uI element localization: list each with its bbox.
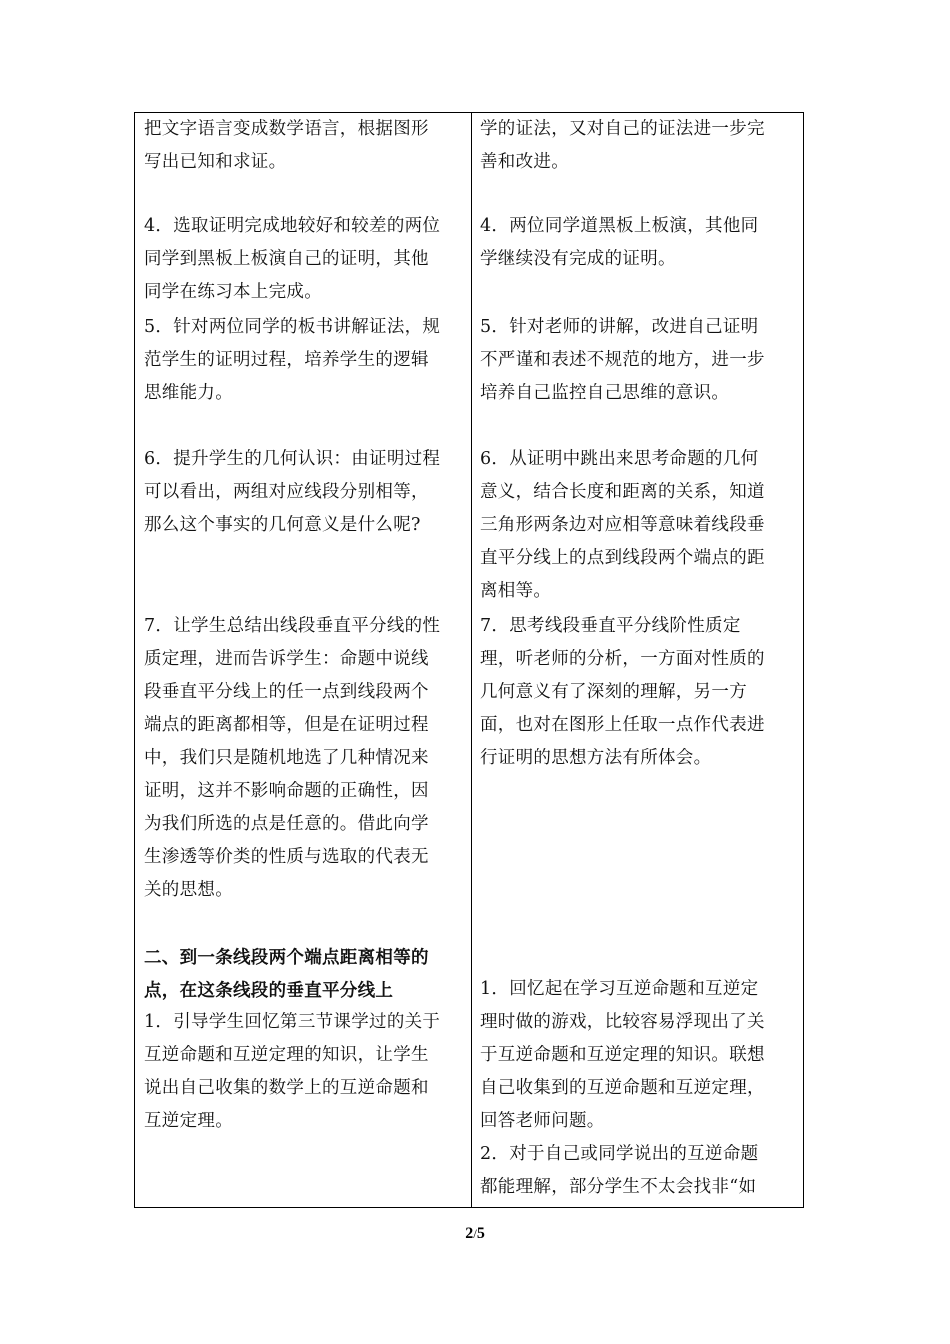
teacher-activity-cell: [144, 1006, 466, 1138]
student-activity-cell: [480, 610, 798, 775]
text-line: 二、到一条线段两个端点距离相等的: [144, 948, 429, 968]
lesson-plan-table: [134, 112, 804, 1208]
text-line: 5．针对老师的讲解，改进自己证明: [480, 317, 759, 337]
text-line: 1．回忆起在学习互逆命题和互逆定: [480, 979, 759, 999]
text-line: 生渗透等价类的性质与选取的代表无: [144, 847, 429, 867]
text-line: 4．选取证明完成地较好和较差的两位: [144, 216, 441, 236]
text-line: 离相等。: [480, 581, 552, 601]
text-line: 7．思考线段垂直平分线阶性质定: [480, 616, 741, 636]
text-line: 理，听老师的分析，一方面对性质的: [480, 649, 765, 669]
text-line: 不严谨和表述不规范的地方，进一步: [480, 350, 765, 370]
text-line: 互逆定理。: [144, 1111, 233, 1131]
text-line: 理时做的游戏，比较容易浮现出了关: [480, 1012, 765, 1032]
text-line: 点，在这条线段的垂直平分线上: [144, 981, 394, 1001]
text-line: 几何意义有了深刻的理解，另一方: [480, 682, 747, 702]
text-line: 中，我们只是随机地选了几种情况来: [144, 748, 429, 768]
text-line: 5．针对两位同学的板书讲解证法，规: [144, 317, 441, 337]
text-line: 写出已知和求证。: [144, 152, 287, 172]
text-line: 都能理解，部分学生不太会找非“如: [480, 1177, 757, 1197]
text-line: 思维能力。: [144, 383, 233, 403]
column-divider: [471, 113, 472, 1207]
student-activity-cell: [480, 1138, 798, 1204]
text-line: 学的证法，又对自己的证法进一步完: [480, 119, 765, 139]
student-activity-cell: [480, 973, 798, 1138]
text-line: 行证明的思想方法有所体会。: [480, 748, 712, 768]
text-line: 可以看出，两组对应线段分别相等，: [144, 482, 429, 502]
page-number: [0, 1225, 950, 1243]
text-line: 面，也对在图形上任取一点作代表进: [480, 715, 765, 735]
text-line: 把文字语言变成数学语言，根据图形: [144, 119, 429, 139]
text-line: 自己收集到的互逆命题和互逆定理，: [480, 1078, 765, 1098]
teacher-activity-cell: [144, 210, 466, 309]
text-line: 回答老师问题。: [480, 1111, 605, 1131]
page-separator: /: [473, 1226, 477, 1241]
text-line: 意义，结合长度和距离的关系，知道: [480, 482, 765, 502]
student-activity-cell: [480, 210, 798, 276]
text-line: 端点的距离都相等，但是在证明过程: [144, 715, 429, 735]
teacher-activity-cell: [144, 443, 466, 542]
student-activity-cell: [480, 311, 798, 410]
text-line: 证明，这并不影响命题的正确性，因: [144, 781, 429, 801]
teacher-activity-cell: [144, 113, 466, 179]
text-line: 6．提升学生的几何认识：由证明过程: [144, 449, 441, 469]
section-heading: [144, 942, 466, 1008]
teacher-activity-cell: [144, 311, 466, 410]
text-line: 培养自己监控自己思维的意识。: [480, 383, 730, 403]
text-line: 7．让学生总结出线段垂直平分线的性: [144, 616, 441, 636]
text-line: 直平分线上的点到线段两个端点的距: [480, 548, 765, 568]
text-line: 6．从证明中跳出来思考命题的几何: [480, 449, 759, 469]
student-activity-cell: [480, 113, 798, 179]
text-line: 为我们所选的点是任意的。借此向学: [144, 814, 429, 834]
text-line: 范学生的证明过程，培养学生的逻辑: [144, 350, 429, 370]
text-line: 2．对于自己或同学说出的互逆命题: [480, 1144, 759, 1164]
text-line: 同学到黑板上板演自己的证明，其他: [144, 249, 429, 269]
text-line: 说出自己收集的数学上的互逆命题和: [144, 1078, 429, 1098]
text-line: 善和改进。: [480, 152, 569, 172]
text-line: 质定理，进而告诉学生：命题中说线: [144, 649, 429, 669]
text-line: 学继续没有完成的证明。: [480, 249, 676, 269]
text-line: 段垂直平分线上的任一点到线段两个: [144, 682, 429, 702]
text-line: 三角形两条边对应相等意味着线段垂: [480, 515, 765, 535]
teacher-activity-cell: [144, 610, 466, 907]
text-line: 同学在练习本上完成。: [144, 282, 322, 302]
text-line: 互逆命题和互逆定理的知识，让学生: [144, 1045, 429, 1065]
total-pages: 5: [476, 1225, 485, 1242]
text-line: 关的思想。: [144, 880, 233, 900]
text-line: 4．两位同学道黑板上板演，其他同: [480, 216, 759, 236]
text-line: 1．引导学生回忆第三节课学过的关于: [144, 1012, 441, 1032]
current-page: 2: [465, 1225, 474, 1242]
text-line: 那么这个事实的几何意义是什么呢?: [144, 515, 421, 535]
student-activity-cell: [480, 443, 798, 608]
text-line: 于互逆命题和互逆定理的知识。联想: [480, 1045, 765, 1065]
